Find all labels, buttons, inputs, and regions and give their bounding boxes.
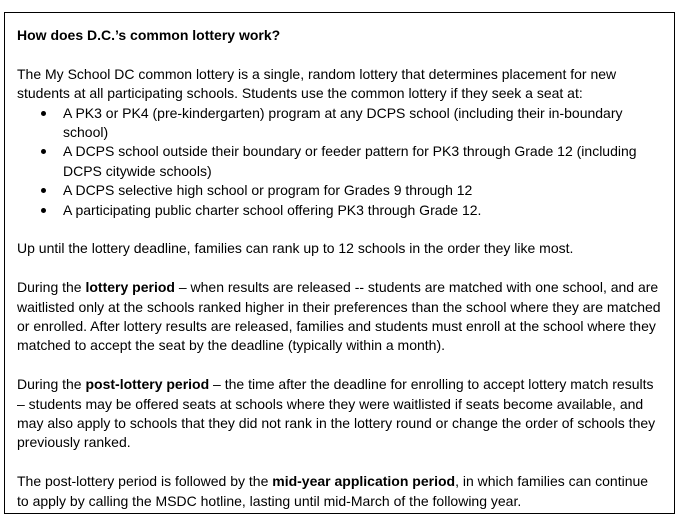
- eligibility-list: [17, 104, 662, 220]
- mid-year-period-paragraph: [17, 472, 662, 511]
- paragraph-prefix: During the: [17, 279, 86, 296]
- paragraph-text: – when results are released -- students are matched with one school, and are waitlisted only at the schools ranked higher in their preferences than the school where they are matched or enrolled. After lottery results are released, families and students must enroll at the school where they matched to accept the seat by the deadline (typically within a month).: [17, 279, 661, 354]
- spacer: [17, 220, 662, 239]
- bullet-icon: [41, 208, 46, 213]
- paragraph-prefix: The post-lottery period is followed by the: [17, 473, 273, 490]
- term-mid-year-application-period: mid-year application period: [272, 473, 456, 490]
- list-item-text: A PK3 or PK4 (pre-kindergarten) program at any DCPS school (including their in-boundary school): [63, 104, 623, 141]
- paragraph-prefix: During the: [17, 376, 86, 393]
- spacer: [17, 453, 662, 472]
- list-item: [63, 142, 662, 181]
- bullet-icon: [41, 111, 46, 116]
- term-post-lottery-period: post-lottery period: [85, 376, 210, 393]
- list-item: [63, 181, 662, 200]
- list-item: [63, 201, 662, 220]
- spacer: [17, 259, 662, 278]
- bullet-icon: [41, 149, 46, 154]
- paragraph-text: – the time after the deadline for enrolling to accept lottery match results – students may be offered seats at schools where they were waitlisted if seats become available, and may also apply to schools that they did not rank in the lottery round or change the order of schools they previously ranked.: [17, 376, 656, 451]
- list-item-text: A DCPS selective high school or program for Grades 9 through 12: [63, 182, 473, 199]
- term-lottery-period: lottery period: [85, 279, 175, 296]
- lottery-period-paragraph: [17, 278, 662, 356]
- rank-paragraph: Up until the lottery deadline, families can rank up to 12 schools in the order they like most.: [17, 240, 574, 257]
- bullet-icon: [41, 188, 46, 193]
- post-lottery-period-paragraph: [17, 375, 662, 453]
- paragraph-text: , in which families can continue to apply by calling the MSDC hotline, lasting until mid-March of the following year.: [17, 473, 649, 509]
- spacer: [17, 356, 662, 375]
- list-item-text: A DCPS school outside their boundary or feeder pattern for PK3 through Grade 12 (including DCPS citywide schools): [63, 143, 637, 179]
- section-heading: How does D.C.’s common lottery work?: [17, 27, 281, 43]
- list-item: [63, 104, 662, 143]
- lottery-info-box: [4, 12, 675, 514]
- spacer: [17, 45, 662, 64]
- list-item-text: A participating public charter school offering PK3 through Grade 12.: [63, 201, 482, 218]
- intro-paragraph: The My School DC common lottery is a single, random lottery that determines placement for new students at all participating schools. Students use the common lottery if they seek a seat at:: [17, 65, 617, 102]
